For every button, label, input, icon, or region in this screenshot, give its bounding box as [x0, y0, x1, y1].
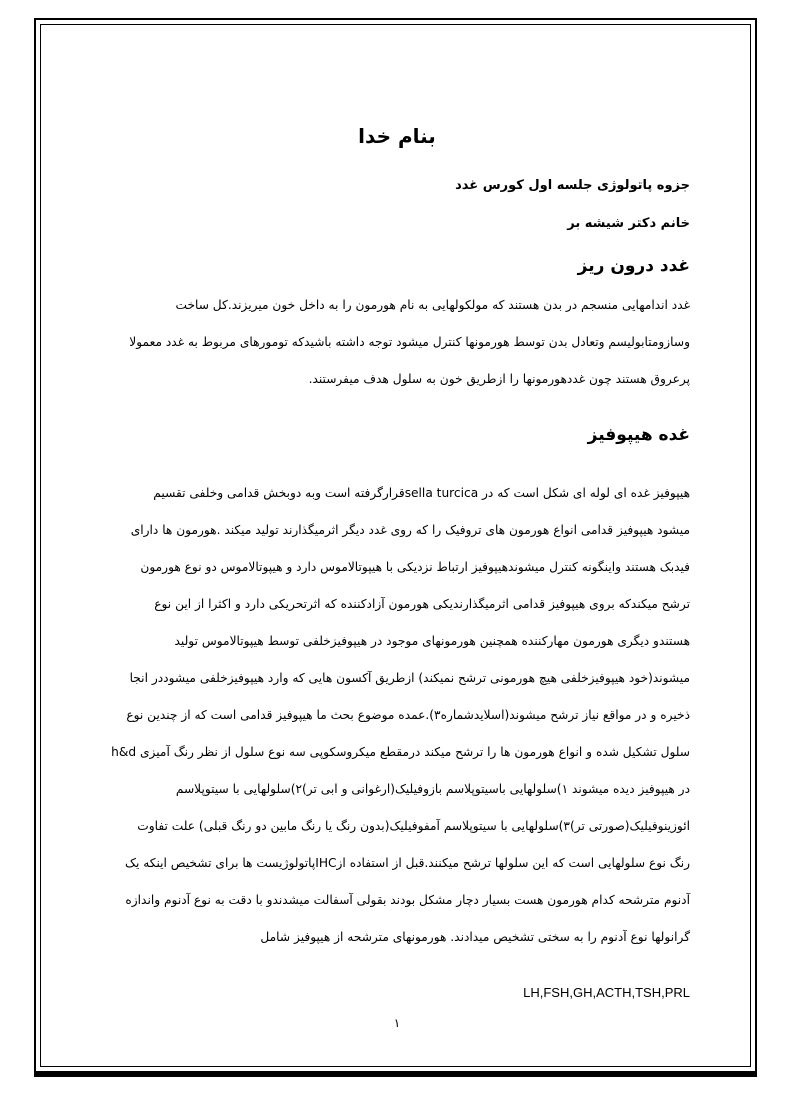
paragraph-line: وسازومتابولیسم وتعادل بدن توسط هورمونها کنترل میشود توجه داشته باشیدکه تومورهای مربوط به غدد معمولا: [129, 335, 690, 349]
page-number: ۱: [393, 1016, 401, 1030]
paragraph-line: ذخیره و در مواقع نیاز ترشح میشوند(اسلایدشماره۳).عمده موضوع بحث ما هیپوفیز قدامی است که از چندین نوع: [126, 708, 690, 722]
document-author: خانم دکتر شیشه بر: [567, 216, 690, 231]
paragraph-line: آدنوم مترشحه کدام هورمون هست بسیار دچار مشکل بودند بقولی آسفالت میشدندو با دقت به نوع آدنوم واندازه: [125, 893, 690, 907]
paragraph-line: میشود هیپوفیز قدامی انواع هورمون های تروفیک را که روی غدد دیگر اثرمیگذارند تولید میکند .هورمون ها دارای: [130, 523, 690, 537]
paragraph-line: هیپوفیز غده ای لوله ای شکل است که در sella turcicaقرارگرفته است وبه دوبخش قدامی وخلفی تقسیم: [153, 486, 690, 500]
paragraph-line: میشوند(خود هیپوفیزخلفی هیچ هورمونی ترشح نمیکند) ازطریق آکسون هایی که وارد هیپوفیزخلفی میشوددر انجا: [129, 671, 690, 685]
paragraph-line: فیدبک هستند واینگونه کنترل میشوندهیپوفیز ارتباط نزدیکی با هیپوتالاموس دارد و هیپوتالاموس دو نوع هورمون: [140, 560, 690, 574]
hormone-list: LH,FSH,GH,ACTH,TSH,PRL: [523, 985, 690, 1000]
paragraph-line: پرعروق هستند چون غددهورمونها را ازطریق خون به سلول هدف میفرستند.: [308, 372, 690, 386]
paragraph-line: سلول تشکیل شده و انواع هورمون ها را ترشح میکند درمقطع میکروسکوپی سه نوع سلول از نظر رنگ آمیزی h&d: [111, 745, 690, 759]
page-border-shadow: [34, 1073, 757, 1077]
paragraph-line: رنگ نوع سلولهایی است که این سلولها ترشح میکنند.قبل از استفاده ازIHCپاتولوژیست ها برای تشخیص اینکه یک: [125, 856, 690, 870]
section-heading-pituitary: غده هیپوفیز: [587, 425, 690, 445]
paragraph-line: گرانولها نوع آدنوم را به سختی تشخیص میدادند. هورمونهای مترشحه از هیپوفیز شامل: [260, 930, 690, 944]
paragraph-line: ترشح میکندکه بروی هیپوفیز قدامی اثرمیگذارندیکی هورمون آزادکننده که اثرتحریکی دارد و اکثرا از این نوع: [154, 597, 690, 611]
paragraph-line: هستندو دیگری هورمون مهارکننده همچنین هورمونهای موجود در هیپوفیزخلفی توسط هیپوتالاموس تولید: [174, 634, 690, 648]
document-title: بنام خدا: [358, 124, 436, 148]
document-subtitle: جزوه پاتولوژی جلسه اول کورس غدد: [455, 178, 690, 193]
paragraph-line: غدد اندامهایی منسجم در بدن هستند که مولکولهایی به نام هورمون را به داخل خون میریزند.کل ساخت: [175, 298, 690, 312]
paragraph-line: ائوزینوفیلیک(صورتی تر)۳)سلولهایی با سیتوپلاسم آمفوفیلیک(بدون رنگ یا رنگ مابین دو رنگ قبلی) علت تفاوت: [137, 819, 690, 833]
section-heading-endocrine: غدد درون ریز: [577, 256, 690, 276]
paragraph-line: در هیپوفیز دیده میشوند ۱)سلولهایی باسیتوپلاسم بازوفیلیک(ارغوانی و ابی تر)۲)سلولهایی با سیتوپلاسم: [175, 782, 690, 796]
